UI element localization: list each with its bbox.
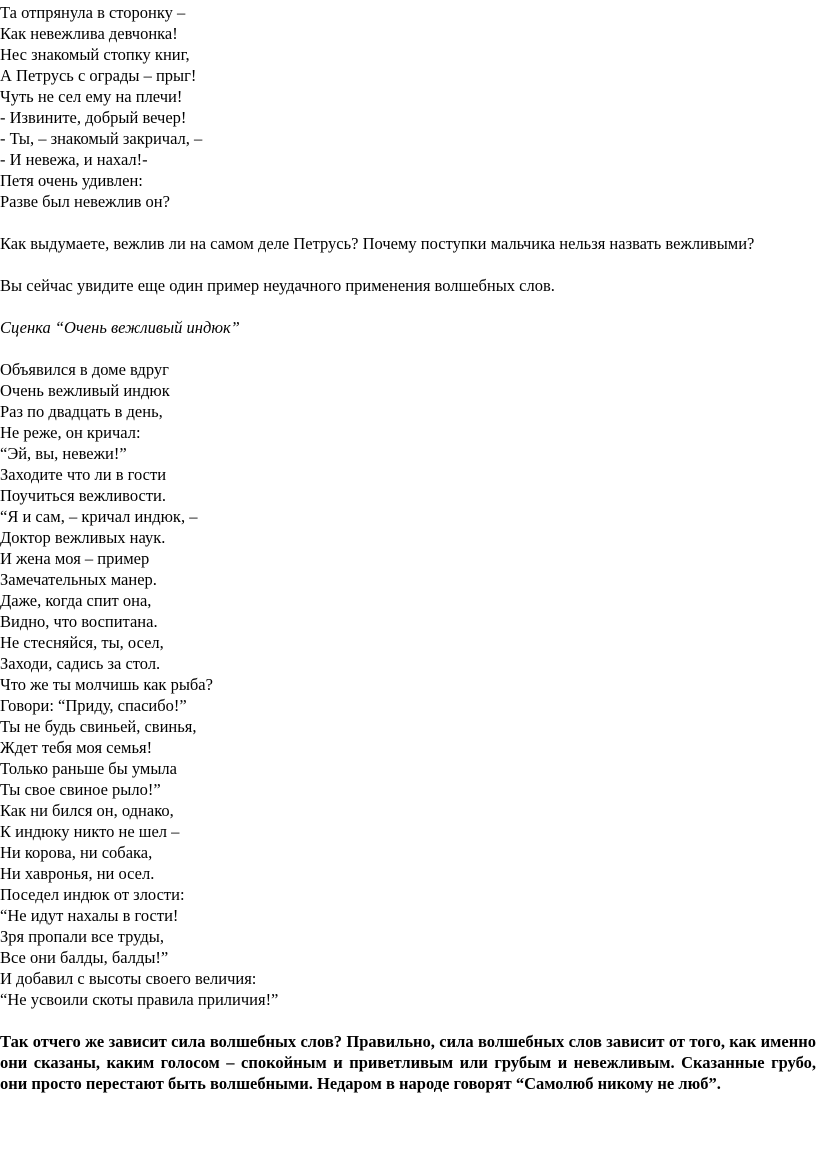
conclusion-paragraph: Так отчего же зависит сила волшебных слов? Правильно, сила волшебных слов зависит от того, как именно они сказаны, каким голосом – спокойным и приветливым или грубым и невежливым. Сказанные грубо, они просто перестают быть волшебными. Недаром в народе говорят “Самолюб никому не люб”.: [0, 1032, 816, 1093]
poem-line: Только раньше бы умыла: [0, 759, 177, 778]
poem-line: Замечательных манер.: [0, 570, 157, 589]
poem-line: Говори: “Приду, спасибо!”: [0, 696, 187, 715]
poem-line: Поучиться вежливости.: [0, 486, 166, 505]
poem-line: К индюку никто не шел –: [0, 822, 180, 841]
poem-line: Раз по двадцать в день,: [0, 402, 163, 421]
poem-line: Заходите что ли в гости: [0, 465, 167, 484]
blank-line: [0, 296, 816, 317]
document-page: [0, 2, 816, 1094]
blank-line: [0, 1010, 816, 1031]
poem-line: Зря пропали все труды,: [0, 927, 164, 946]
poem-line: Что же ты молчишь как рыба?: [0, 675, 213, 694]
poem-line: Даже, когда спит она,: [0, 591, 152, 610]
scene-title: Сценка “Очень вежливый индюк”: [0, 318, 240, 337]
poem-line: Чуть не сел ему на плечи!: [0, 87, 183, 106]
poem-line: Очень вежливый индюк: [0, 381, 170, 400]
poem-line: Разве был невежлив он?: [0, 192, 170, 211]
blank-line: [0, 338, 816, 359]
poem-line: Ни хавронья, ни осел.: [0, 864, 155, 883]
poem-line: “Не идут нахалы в гости!: [0, 906, 179, 925]
poem-line: Видно, что воспитана.: [0, 612, 158, 631]
poem-line: Ты свое свиное рыло!”: [0, 780, 161, 799]
poem-line: Все они балды, балды!”: [0, 948, 169, 967]
poem-line: “Я и сам, – кричал индюк, –: [0, 507, 198, 526]
poem-line: Заходи, садись за стол.: [0, 654, 161, 673]
poem-line: Не реже, он кричал:: [0, 423, 141, 442]
intro-paragraph: Вы сейчас увидите еще один пример неудачного применения волшебных слов.: [0, 276, 555, 295]
poem-line: Ждет тебя моя семья!: [0, 738, 153, 757]
poem-line: - Извините, добрый вечер!: [0, 108, 187, 127]
blank-line: [0, 212, 816, 233]
poem-line: И жена моя – пример: [0, 549, 150, 568]
poem-line: Доктор вежливых наук.: [0, 528, 166, 547]
question-paragraph: Как выдумаете, вежлив ли на самом деле Петрусь? Почему поступки мальчика нельзя назвать вежливыми?: [0, 234, 755, 253]
poem-line: Ни корова, ни собака,: [0, 843, 153, 862]
poem-line: Не стесняйся, ты, осел,: [0, 633, 164, 652]
blank-line: [0, 254, 816, 275]
poem-line: А Петрусь с ограды – прыг!: [0, 66, 197, 85]
poem-line: - Ты, – знакомый закричал, –: [0, 129, 203, 148]
poem-line: Ты не будь свиньей, свинья,: [0, 717, 197, 736]
poem-line: Та отпрянула в сторонку –: [0, 3, 186, 22]
poem-line: Как невежлива девчонка!: [0, 24, 178, 43]
poem-line: И добавил с высоты своего величия:: [0, 969, 257, 988]
poem-line: Объявился в доме вдруг: [0, 360, 169, 379]
poem-line: “Эй, вы, невежи!”: [0, 444, 127, 463]
poem-petrus: [0, 2, 816, 212]
poem-line: Как ни бился он, однако,: [0, 801, 174, 820]
poem-line: Поседел индюк от злости:: [0, 885, 185, 904]
poem-line: Нес знакомый стопку книг,: [0, 45, 190, 64]
poem-line: “Не усвоили скоты правила приличия!”: [0, 990, 279, 1009]
poem-line: - И невежа, и нахал!-: [0, 150, 148, 169]
poem-line: Петя очень удивлен:: [0, 171, 143, 190]
poem-turkey: [0, 359, 816, 1010]
